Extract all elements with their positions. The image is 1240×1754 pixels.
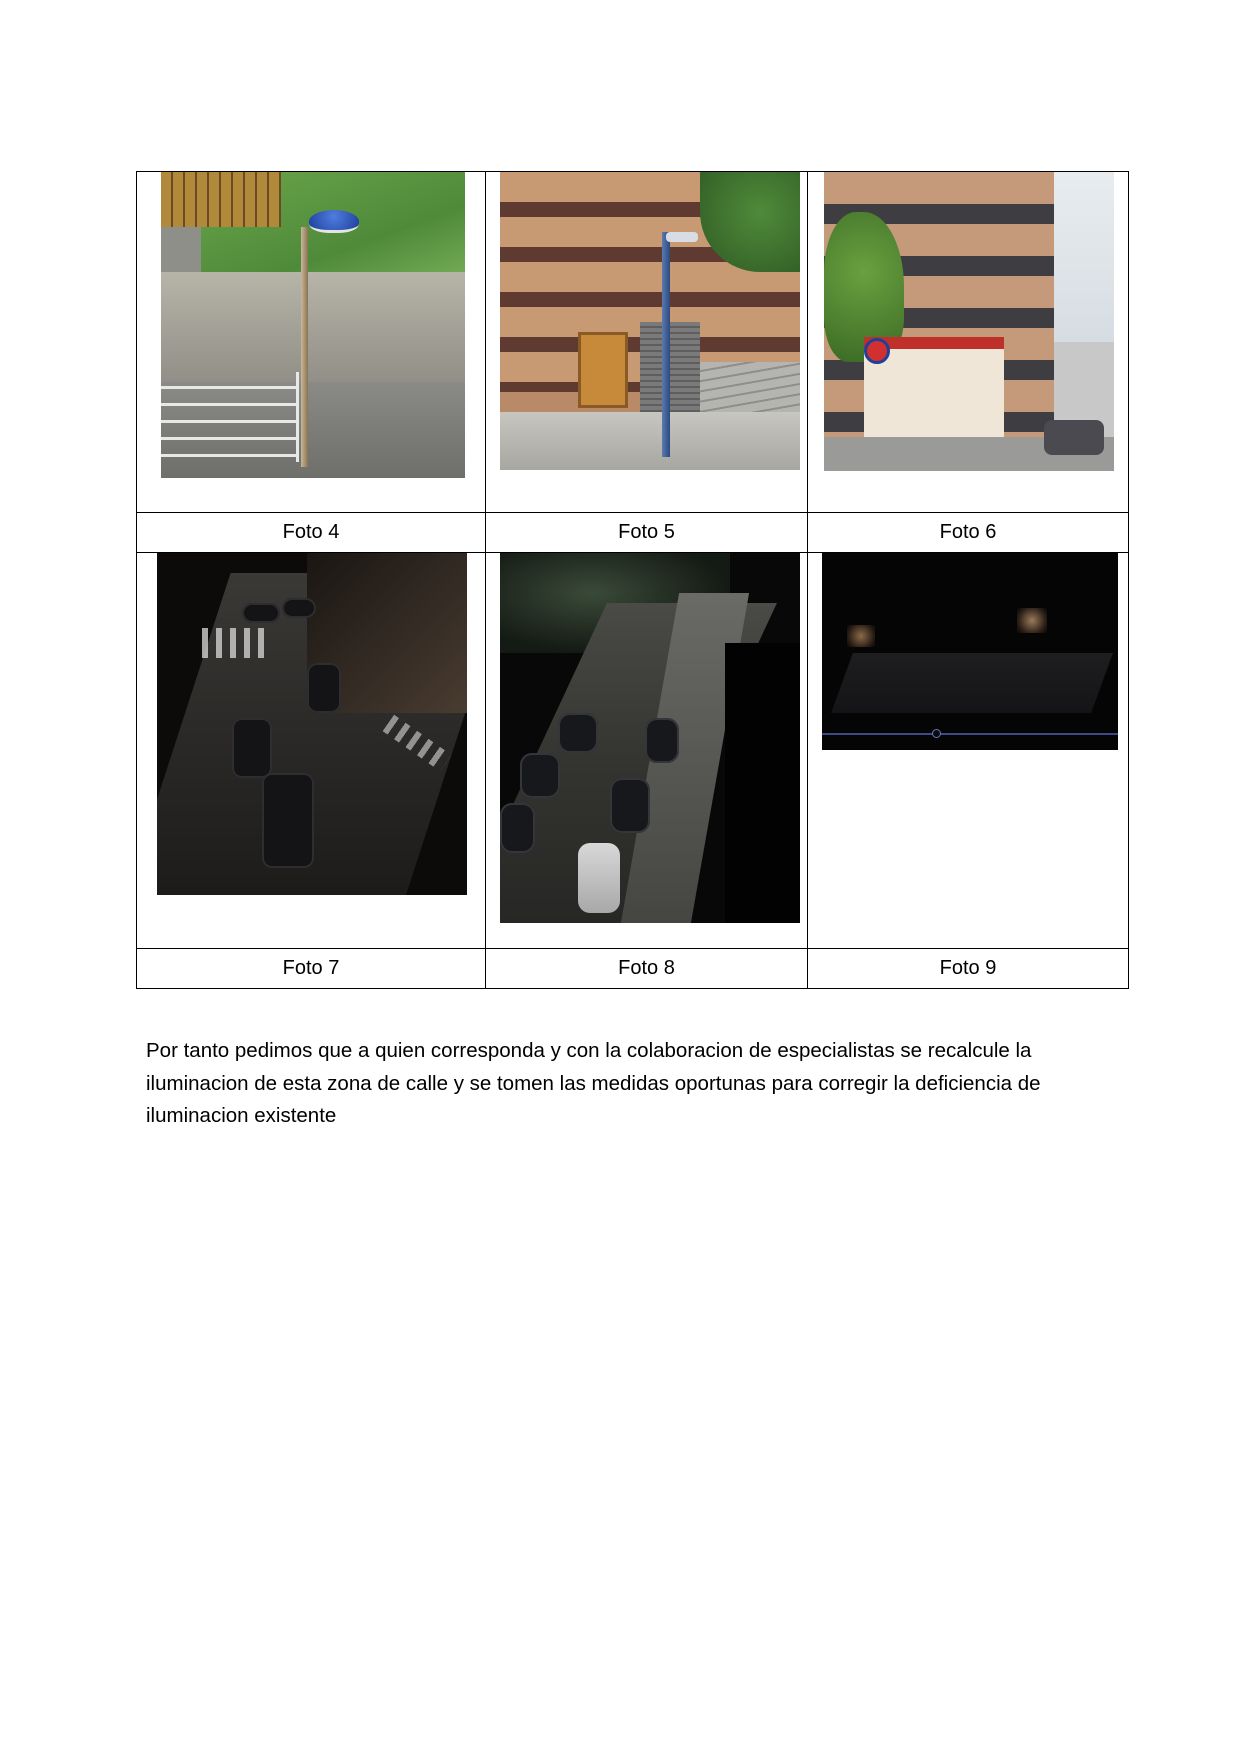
request-paragraph [146,1035,1086,1133]
photo-9-plaza-night [822,553,1118,750]
photo-cell-9 [808,553,1129,949]
photo-5-building-corner-day [500,172,800,470]
photo-cell-7 [137,553,486,949]
caption-foto-5: Foto 5 [486,513,808,553]
photo-cell-8 [486,553,808,949]
caption-foto-4: Foto 4 [137,513,486,553]
paragraph-line-1: Por tanto pedimos que a quien corresponda y con la colaboracion de especialistas se recalcule la [146,1039,1032,1062]
photo-4-streetlamp-day [161,172,465,478]
photo-6-street-building-day [824,172,1114,471]
photo-table [136,171,1129,989]
caption-foto-7: Foto 7 [137,949,486,989]
caption-foto-9: Foto 9 [808,949,1129,989]
caption-foto-6: Foto 6 [808,513,1129,553]
paragraph-line-2: iluminacion de esta zona de calle y se tomen las medidas oportunas para corregir la deficiencia de [146,1071,1041,1095]
paragraph-line-3: iluminacion existente [146,1104,337,1127]
photo-7-street-night [157,553,467,895]
photo-cell-5 [486,172,808,513]
photo-cell-4 [137,172,486,513]
photo-cell-6 [808,172,1129,513]
photo-8-parked-cars-night [500,553,800,923]
caption-foto-8: Foto 8 [486,949,808,989]
